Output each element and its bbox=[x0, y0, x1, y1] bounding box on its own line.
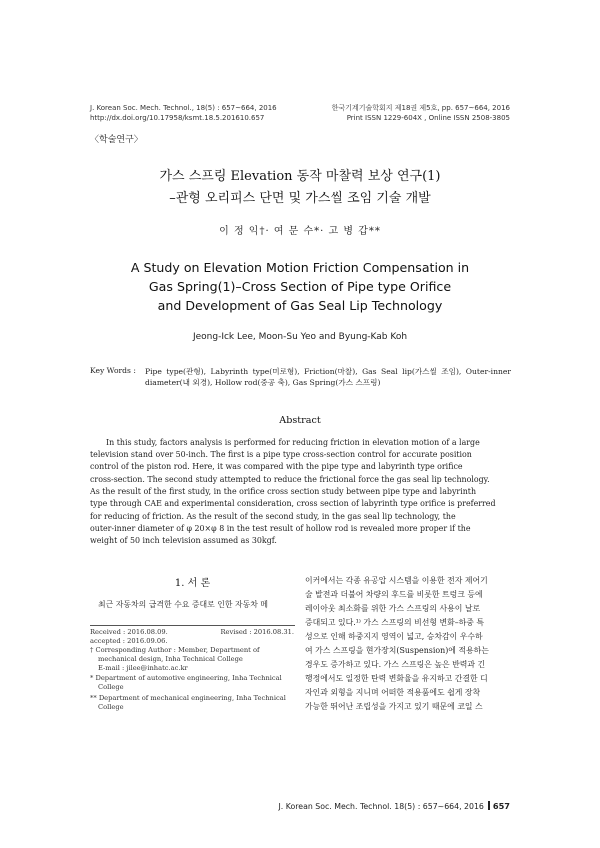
section-1-right-line: 행정에서도 일정한 탄력 변화율을 유지하고 간결한 디 bbox=[305, 674, 488, 683]
revised-date: Revised : 2016.08.31. bbox=[220, 628, 294, 636]
section-1-right-line: 증대되고 있다.¹⁾ 가스 스프링의 비선형 변화–하중 특 bbox=[305, 618, 485, 627]
received-date: Received : 2016.08.09. bbox=[90, 628, 168, 636]
abstract-line: control of the piston rod. Here, it was compared with the pipe type and labyrinth type orifice bbox=[90, 462, 463, 471]
keywords-text: Pipe type(관형), Labyrinth type(미로형), Friction(마찰), Gas Seal lip(가스씰 조임), Outer-inner diameter(내 외경), Hollow rod(중공 축), Gas Spring(가스 스프링) bbox=[145, 367, 511, 387]
abstract-heading: Abstract bbox=[279, 415, 321, 426]
abstract-line: television stand over 50-inch. The first is a pipe type cross-section control for accurate position bbox=[90, 450, 472, 459]
section-1-right-line: 경우도 증가하고 있다. 가스 스프링은 높은 반력과 긴 bbox=[305, 660, 486, 669]
abstract-line: type through CAE and experimental consideration, cross section of labyrinth type orifice is preferred bbox=[90, 499, 496, 508]
abstract-line: As the result of the first study, in the orifice cross section study between pipe type and labyrinth bbox=[90, 487, 477, 496]
title-en-line-3: and Development of Gas Seal Lip Technology bbox=[157, 298, 443, 313]
accepted-date: accepted : 2016.09.06. bbox=[90, 637, 168, 645]
abstract-line: for reducing of friction. As the result of the second study, in the gas seal lip technology, the bbox=[90, 512, 456, 521]
title-ko-line-2: –관형 오리피스 단면 및 가스씰 조임 기술 개발 bbox=[169, 191, 431, 206]
affiliation-star-1: * Department of automotive engineering, Inha Technical bbox=[90, 674, 282, 682]
section-1-right-line: 술 발전과 더불어 차량의 후드를 비롯한 트렁크 등에 bbox=[305, 590, 483, 599]
title-ko-line-1: 가스 스프링 Elevation 동작 마찰력 보상 연구(1) bbox=[159, 169, 441, 184]
footnote-rule bbox=[90, 625, 295, 626]
corresponding-author: † Corresponding Author : Member, Department of bbox=[90, 646, 260, 654]
footer-divider bbox=[488, 801, 490, 810]
section-1-right-line: 성으로 인해 하중지지 영역이 넓고, 승차감이 우수하 bbox=[305, 632, 483, 641]
authors-en: Jeong-Ick Lee, Moon-Su Yeo and Byung-Kab Koh bbox=[192, 332, 408, 342]
affiliation-star-1-cont: College bbox=[98, 683, 124, 691]
journal-volume-ko: 한국기계기술학회지 제18권 제5호, pp. 657~664, 2016 bbox=[331, 104, 510, 112]
abstract-line: In this study, factors analysis is performed for reducing friction in elevation motion of a large bbox=[106, 438, 480, 447]
page-footer bbox=[279, 801, 511, 811]
issn-line: Print ISSN 1229-604X , Online ISSN 2508-3805 bbox=[346, 113, 510, 122]
section-1-right-line: 여 가스 스프링을 현가장치(Suspension)에 적용하는 bbox=[305, 646, 489, 655]
running-header-left bbox=[90, 104, 277, 123]
corresponding-affiliation: mechanical design, Inha Technical College bbox=[98, 655, 243, 663]
page-number: 657 bbox=[492, 801, 510, 811]
abstract-line: cross-section. The second study attempted to reduce the frictional force the gas seal lip technology. bbox=[90, 475, 490, 484]
doi-link[interactable]: http://dx.doi.org/10.17958/ksmt.18.5.201610.657 bbox=[90, 113, 265, 122]
footer-citation: J. Korean Soc. Mech. Technol. 18(5) : 657~664, 2016 bbox=[278, 802, 484, 811]
abstract-line: weight of 50 inch television assumed as 30kgf. bbox=[90, 536, 277, 545]
section-1-right-line: 자인과 외형을 지니며 어떠한 적용품에도 쉽게 장착 bbox=[305, 688, 481, 697]
journal-citation: J. Korean Soc. Mech. Technol., 18(5) : 657~664, 2016 bbox=[90, 104, 277, 112]
affiliation-star-2: ** Department of mechanical engineering, Inha Technical bbox=[90, 694, 286, 702]
title-en-line-2: Gas Spring(1)–Cross Section of Pipe type Orifice bbox=[148, 279, 452, 294]
section-1-right-line: 가능한 뛰어난 조립성을 가지고 있기 때문에 코일 스 bbox=[305, 702, 483, 711]
keywords-label: Key Words : bbox=[90, 366, 136, 375]
title-en-line-1: A Study on Elevation Motion Friction Compensation in bbox=[130, 260, 470, 275]
abstract-line: outer-inner diameter of φ 20×φ 8 in the test result of hollow rod is revealed more proper if the bbox=[90, 524, 471, 533]
affiliation-star-2-cont: College bbox=[98, 703, 124, 711]
section-1-left-text: 최근 자동차의 급격한 수요 증대로 인한 자동차 메 bbox=[98, 600, 269, 609]
corresponding-email[interactable]: E-mail : jilee@inhatc.ac.kr bbox=[98, 664, 188, 672]
section-1-right-line: 레이아웃 최소화를 위한 가스 스프링의 사용이 날로 bbox=[305, 604, 481, 613]
section-1-right-line: 이커에서는 각종 유공압 시스템을 이용한 전자 제어기 bbox=[305, 576, 488, 585]
running-header-right bbox=[332, 104, 510, 123]
received-date-line bbox=[90, 628, 300, 637]
section-1-heading: 1. 서 론 bbox=[174, 578, 211, 589]
authors-ko: 이 정 익†· 여 문 수*· 고 병 갑** bbox=[219, 226, 381, 237]
article-category: 〈학술연구〉 bbox=[90, 135, 143, 145]
